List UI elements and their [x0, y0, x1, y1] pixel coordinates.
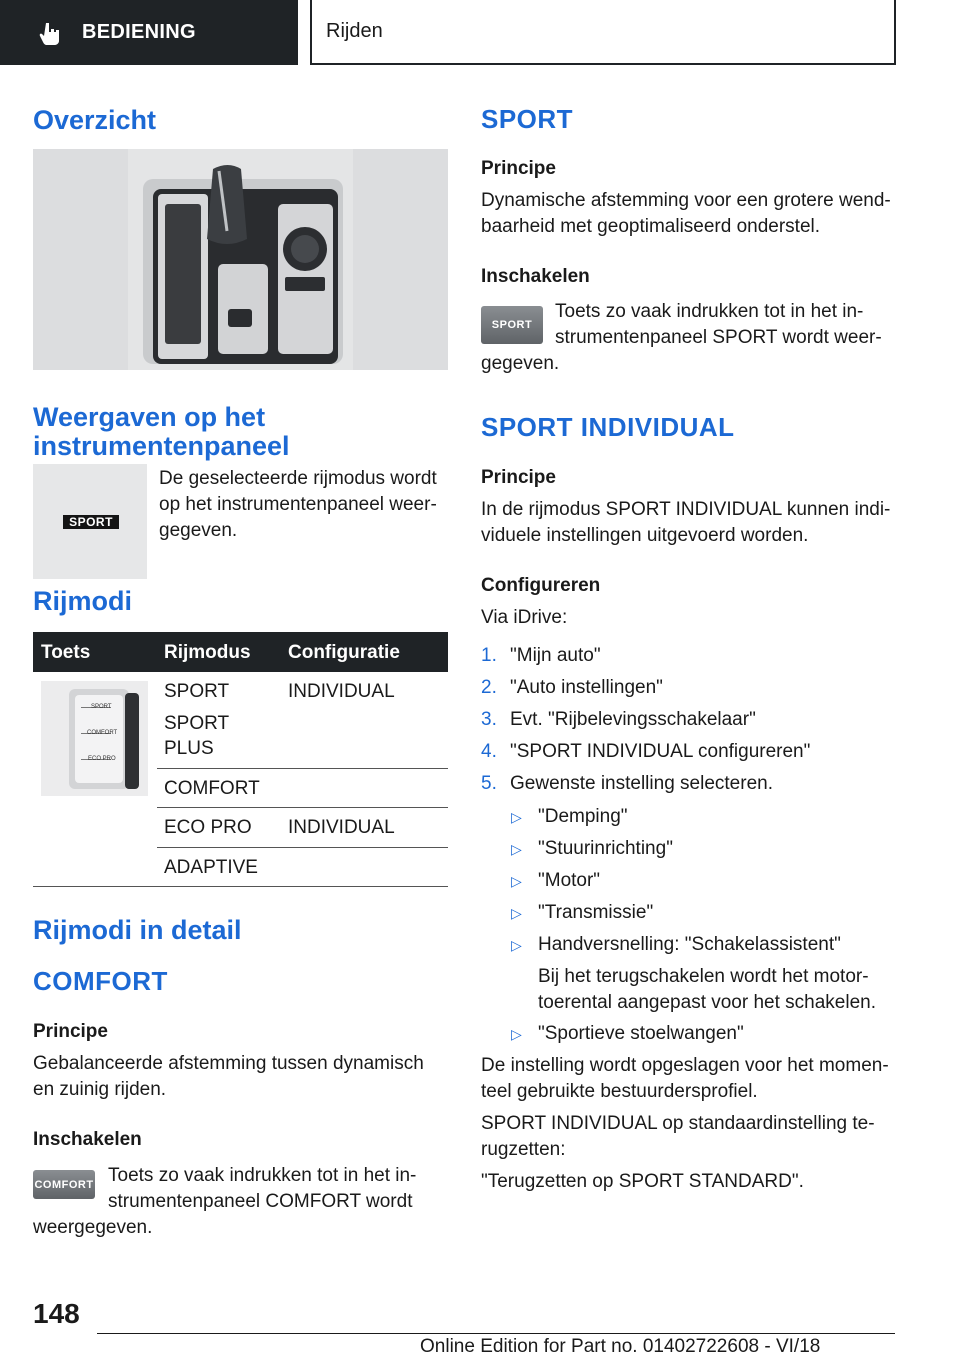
comfort-principle-line1: Gebalanceerde afstemming tussen dynamisch: [33, 1053, 424, 1074]
sub-list-item: ▷ "Sportieve stoelwangen": [511, 1021, 744, 1047]
sub-note-line1: Bij het terugschakelen wordt het motor-: [538, 966, 869, 987]
footer-rule: [97, 1333, 895, 1334]
overview-title: Overzicht: [33, 105, 157, 135]
display-title-line2: instrumentenpaneel: [33, 431, 290, 461]
sub-list-item: ▷ "Transmissie": [511, 900, 653, 926]
list-item: 4. "SPORT INDIVIDUAL configureren": [481, 741, 811, 762]
reset-line2: rugzetten:: [481, 1139, 566, 1160]
table-bottom-rule: [33, 886, 448, 887]
config-eco-pro: INDIVIDUAL: [288, 817, 395, 838]
list-item: 5. Gewenste instelling selecteren.: [481, 773, 773, 794]
row-divider: [157, 768, 448, 769]
sport-activate-line2: strumentenpaneel SPORT wordt weer-: [555, 327, 882, 348]
sub-list-item: ▷ "Motor": [511, 868, 600, 894]
section-label: BEDIENING: [82, 21, 196, 43]
comfort-activate-line3: weergegeven.: [33, 1217, 153, 1238]
triangle-bullet-icon: ▷: [511, 1026, 522, 1042]
list-item: 3. Evt. "Rijbelevingsschakelaar": [481, 709, 756, 730]
display-sport-badge: SPORT: [63, 515, 119, 529]
triangle-bullet-icon: ▷: [511, 841, 522, 857]
comfort-activate-label: Inschakelen: [33, 1129, 142, 1150]
chapter-box: [310, 0, 896, 65]
th-rijmodus: Rijmodus: [164, 642, 251, 663]
mode-sport: SPORT: [164, 681, 230, 702]
display-text-line3: gegeven.: [159, 520, 238, 541]
mode-switch-image: [41, 681, 148, 796]
display-title-line1: Weergaven op het: [33, 402, 266, 432]
sport-title: SPORT: [481, 104, 574, 134]
comfort-activate-line1: Toets zo vaak indrukken tot in het in-: [108, 1165, 417, 1186]
comfort-principle-line2: en zuinig rijden.: [33, 1079, 167, 1100]
sub-list-item: ▷ "Stuurinrichting": [511, 836, 673, 862]
comfort-activate-line2: strumentenpaneel COMFORT wordt: [108, 1191, 413, 1212]
display-text-line2: op het instrumentenpaneel weer-: [159, 494, 437, 515]
instrument-display-image: [33, 464, 147, 579]
sport-principle-line1: Dynamische afstemming voor een grotere wend-: [481, 190, 891, 211]
row-divider: [157, 847, 448, 848]
switch-label-sport: SPORT: [91, 704, 112, 710]
mode-sport-plus: SPORT PLUS: [164, 713, 229, 759]
sport-activate-line3: gegeven.: [481, 353, 560, 374]
triangle-bullet-icon: ▷: [511, 809, 522, 825]
footer-edition: Online Edition for Part no. 01402722608 - VI/18: [420, 1336, 821, 1357]
detail-title: Rijmodi in detail: [33, 915, 242, 945]
individual-principle-line1: In de rijmodus SPORT INDIVIDUAL kunnen indi-: [481, 499, 891, 520]
sport-button-badge: SPORT: [481, 306, 543, 344]
switch-label-eco: ECO PRO: [88, 756, 116, 762]
mode-adaptive: ADAPTIVE: [164, 857, 258, 878]
list-item: 2. "Auto instellingen": [481, 677, 663, 698]
section-tab[interactable]: [0, 0, 298, 65]
individual-principle-label: Principe: [481, 467, 556, 488]
th-toets: Toets: [41, 642, 91, 663]
configure-label: Configureren: [481, 575, 601, 596]
list-item: 1. "Mijn auto": [481, 645, 601, 666]
triangle-bullet-icon: ▷: [511, 873, 522, 889]
saved-line2: teel gebruikte bestuurdersprofiel.: [481, 1081, 758, 1102]
sport-principle-line2: baarheid met geoptimaliseerd onderstel.: [481, 216, 821, 237]
mode-switch-illustration: [41, 681, 148, 796]
row-divider: [157, 807, 448, 808]
switch-label-comfort: COMFORT: [87, 730, 118, 736]
th-configuratie: Configuratie: [288, 642, 400, 663]
page-number: 148: [33, 1298, 80, 1329]
sport-activate-line1: Toets zo vaak indrukken tot in het in-: [555, 301, 864, 322]
gear-console-illustration: [33, 149, 448, 370]
triangle-bullet-icon: ▷: [511, 937, 522, 953]
modes-title: Rijmodi: [33, 586, 132, 616]
comfort-principle-label: Principe: [33, 1021, 108, 1042]
reset-line1: SPORT INDIVIDUAL op standaardinstelling te-: [481, 1113, 875, 1134]
individual-principle-line2: viduele instellingen uitgevoerd worden.: [481, 525, 809, 546]
reset-line3: "Terugzetten op SPORT STANDARD".: [481, 1171, 804, 1192]
sub-note-line2: toerental aangepast voor het schakelen.: [538, 992, 877, 1013]
individual-title: SPORT INDIVIDUAL: [481, 412, 735, 442]
chapter-label: Rijden: [326, 20, 383, 42]
gear-console-image: [33, 149, 448, 370]
mode-eco-pro: ECO PRO: [164, 817, 252, 838]
config-sport: INDIVIDUAL: [288, 681, 395, 702]
hand-pointer-icon: [38, 20, 64, 46]
sport-activate-label: Inschakelen: [481, 266, 590, 287]
sport-principle-label: Principe: [481, 158, 556, 179]
mode-comfort: COMFORT: [164, 778, 260, 799]
triangle-bullet-icon: ▷: [511, 905, 522, 921]
sub-list-item: ▷ Handversnelling: "Schakelassistent": [511, 932, 841, 958]
saved-line1: De instelling wordt opgeslagen voor het momen-: [481, 1055, 889, 1076]
display-text-line1: De geselecteerde rijmodus wordt: [159, 468, 437, 489]
comfort-button-badge: COMFORT: [33, 1170, 95, 1199]
sub-list-item: ▷ "Demping": [511, 804, 628, 830]
via-idrive: Via iDrive:: [481, 607, 568, 628]
comfort-title: COMFORT: [33, 966, 168, 996]
